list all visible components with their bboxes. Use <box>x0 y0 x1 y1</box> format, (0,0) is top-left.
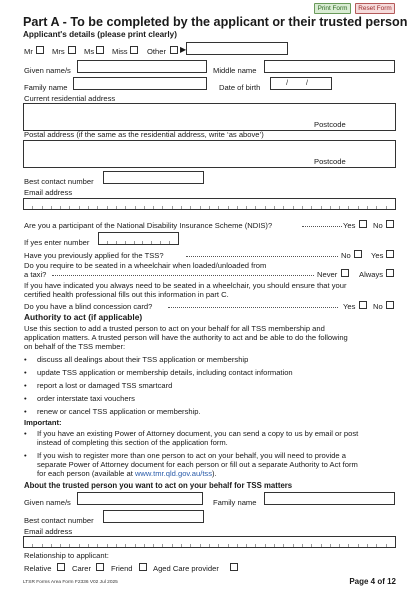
wheelchair-always-checkbox[interactable] <box>386 269 394 277</box>
best-contact-label: Best contact number <box>24 177 94 186</box>
date-of-birth-input[interactable]: / / <box>270 77 332 90</box>
ndis-yes-label: Yes <box>343 221 356 230</box>
always-note-line1: If you have indicated you always need to be seated in a wheelchair, you should ensure that your <box>24 281 347 290</box>
friend-label: Friend <box>111 564 133 573</box>
email-input[interactable] <box>23 198 396 210</box>
given-names-label: Given name/s <box>24 66 71 75</box>
applicant-heading: Applicant's details (please print clearly) <box>23 30 177 39</box>
previous-tss-no-label: No <box>341 251 351 260</box>
arrow-right-icon: ▶ <box>180 45 187 54</box>
title-other-checkbox[interactable] <box>170 46 178 54</box>
wheelchair-never-label: Never <box>317 270 338 279</box>
email-label: Email address <box>24 188 73 197</box>
authority-intro-line3: on behalf of the TSS member: <box>24 342 126 351</box>
important-heading: Important: <box>24 418 62 427</box>
bullet-icon: • <box>24 368 27 377</box>
trusted-person-heading: About the trusted person you want to act on your behalf for TSS matters <box>24 481 293 490</box>
previous-tss-leader-line <box>186 256 338 257</box>
title-mrs-label: Mrs <box>52 47 65 56</box>
title-ms-label: Ms <box>84 47 95 56</box>
blind-yes-checkbox[interactable] <box>359 301 367 309</box>
previous-tss-yes-label: Yes <box>371 251 384 260</box>
trusted-best-contact-label: Best contact number <box>24 516 94 525</box>
previous-tss-question: Have you previously applied for the TSS? <box>24 251 164 260</box>
trusted-email-input[interactable] <box>23 536 396 548</box>
authority-bullet: update TSS application or membership details, including contact information <box>37 368 293 377</box>
ndis-number-input[interactable] <box>98 232 179 245</box>
aged-care-label: Aged Care provider <box>153 564 219 573</box>
blind-leader-line <box>168 307 338 308</box>
tss-website-link[interactable]: www.tmr.qld.gov.au/tss <box>134 469 213 478</box>
page-number: Page 4 of 12 <box>349 577 396 586</box>
middle-name-label: Middle name <box>213 66 257 75</box>
carer-label: Carer <box>72 564 91 573</box>
authority-intro-line2: application matters. A trusted person will have the authority to act and be able to do the following <box>24 333 348 342</box>
ndis-leader-line <box>302 226 342 227</box>
middle-name-input[interactable] <box>264 60 395 73</box>
always-note-line2: certified health professional fills out this information in part C. <box>24 290 229 299</box>
bullet-icon: • <box>24 381 27 390</box>
important-1-line2: instead of completing this section of the application form. <box>37 438 228 447</box>
given-names-input[interactable] <box>77 60 207 73</box>
ndis-no-checkbox[interactable] <box>386 220 394 228</box>
important-2-line2: separate Power of Attorney document for each person or fill out a separate Authority to Act form <box>37 460 358 469</box>
ndis-number-label: If yes enter number <box>24 238 90 247</box>
authority-bullet: report a lost or damaged TSS smartcard <box>37 381 173 390</box>
bullet-icon: • <box>24 355 27 364</box>
bullet-icon: • <box>24 451 27 460</box>
wheelchair-never-checkbox[interactable] <box>341 269 349 277</box>
blind-no-label: No <box>373 302 383 311</box>
postcode-label: Postcode <box>314 120 346 129</box>
carer-checkbox[interactable] <box>96 563 104 571</box>
title-mr-checkbox[interactable] <box>36 46 44 54</box>
blind-no-checkbox[interactable] <box>386 301 394 309</box>
previous-tss-yes-checkbox[interactable] <box>386 250 394 258</box>
page-title: Part A - To be completed by the applicant or their trusted person <box>23 15 408 29</box>
best-contact-input[interactable] <box>103 171 204 184</box>
important-2-line3-pre: for each person (available at <box>37 469 135 478</box>
relative-label: Relative <box>24 564 52 573</box>
relative-checkbox[interactable] <box>57 563 65 571</box>
form-reference: LTSR Forms Area Form F2336 V02 Jul 2025 <box>23 580 118 585</box>
title-miss-label: Miss <box>112 47 128 56</box>
title-mr-label: Mr <box>24 47 33 56</box>
blind-yes-label: Yes <box>343 302 356 311</box>
ndis-yes-checkbox[interactable] <box>359 220 367 228</box>
current-address-input[interactable] <box>23 103 396 131</box>
family-name-label: Family name <box>24 83 68 92</box>
title-other-label: Other <box>147 47 166 56</box>
bullet-icon: • <box>24 429 27 438</box>
form-toolbar <box>0 0 420 16</box>
bullet-icon: • <box>24 394 27 403</box>
title-ms-checkbox[interactable] <box>96 46 104 54</box>
important-2-line3-post: ). <box>212 469 217 478</box>
bullet-icon: • <box>24 407 27 416</box>
important-2-line3 <box>37 469 217 478</box>
trusted-best-contact-input[interactable] <box>103 510 204 523</box>
important-2-line1: If you wish to register more than one person to act on your behalf, you will need to provide a <box>37 451 346 460</box>
postcode-label-2: Postcode <box>314 157 346 166</box>
postal-address-input[interactable] <box>23 140 396 168</box>
wheelchair-question-line1: Do you require to be seated in a wheelchair when loaded/unloaded from <box>24 261 267 270</box>
date-of-birth-label: Date of birth <box>219 83 261 92</box>
relationship-label: Relationship to applicant: <box>24 551 109 560</box>
blind-concession-question: Do you have a blind concession card? <box>24 302 153 311</box>
print-form-button[interactable]: Print Form <box>314 3 351 14</box>
authority-bullet: order interstate taxi vouchers <box>37 394 135 403</box>
current-address-label: Current residential address <box>24 94 116 103</box>
important-1-line1: If you have an existing Power of Attorney document, you can send a copy to us by email or post <box>37 429 359 438</box>
trusted-family-name-label: Family name <box>213 498 257 507</box>
authority-bullet: discuss all dealings about their TSS application or membership <box>37 355 249 364</box>
trusted-family-name-input[interactable] <box>264 492 395 505</box>
trusted-given-names-input[interactable] <box>77 492 203 505</box>
other-title-input[interactable] <box>186 42 288 55</box>
wheelchair-always-label: Always <box>359 270 384 279</box>
reset-form-button[interactable]: Reset Form <box>355 3 395 14</box>
ndis-question: Are you a participant of the National Disability Insurance Scheme (NDIS)? <box>24 221 273 230</box>
trusted-given-names-label: Given name/s <box>24 498 71 507</box>
ndis-no-label: No <box>373 221 383 230</box>
friend-checkbox[interactable] <box>139 563 147 571</box>
postal-address-label: Postal address (if the same as the residential address, write ‘as above’) <box>24 130 264 139</box>
wheelchair-question-line2: a taxi? <box>24 270 47 279</box>
aged-care-checkbox[interactable] <box>230 563 238 571</box>
trusted-email-label: Email address <box>24 527 73 536</box>
authority-intro-line1: Use this section to add a trusted person to act on your behalf for all TSS membership and <box>24 324 325 333</box>
previous-tss-no-checkbox[interactable] <box>354 250 362 258</box>
title-miss-checkbox[interactable] <box>130 46 138 54</box>
title-mrs-checkbox[interactable] <box>68 46 76 54</box>
wheelchair-leader-line <box>52 275 314 276</box>
authority-bullet: renew or cancel TSS application or membership. <box>37 407 201 416</box>
family-name-input[interactable] <box>73 77 207 90</box>
authority-heading: Authority to act (if applicable) <box>24 312 143 322</box>
